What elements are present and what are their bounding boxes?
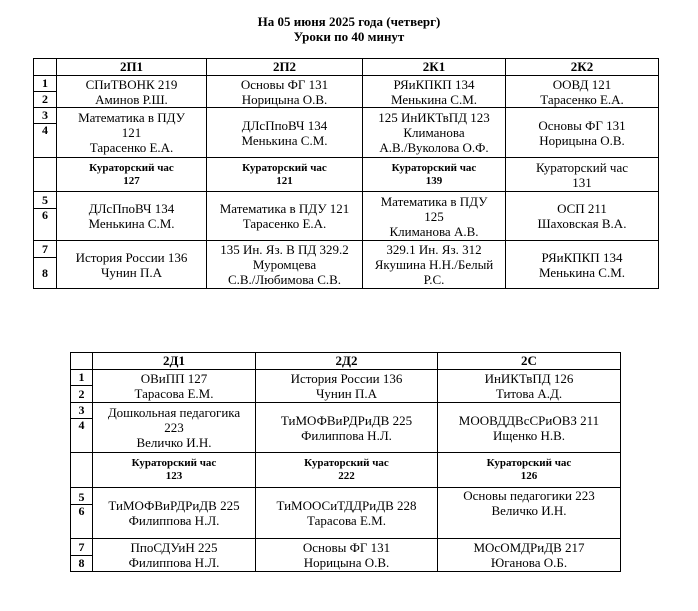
period-number: 8 (71, 556, 93, 572)
lesson-cell: СПиТВОНК 219 Аминов Р.Ш. (57, 76, 207, 108)
table-header-row (71, 353, 621, 370)
curator-cell: Кураторский час 127 (57, 158, 207, 192)
lesson-cell: 135 Ин. Яз. В ПД 329.2 Муромцева С.В./Любимова С.В. (207, 241, 363, 289)
lesson-cell: Основы ФГ 131 Норицына О.В. (506, 108, 659, 158)
table-header-row (34, 59, 659, 76)
table-row (71, 370, 621, 386)
period-number: 3 (34, 108, 57, 124)
lesson-cell: 329.1 Ин. Яз. 312 Якушина Н.Н./Белый Р.С. (363, 241, 506, 289)
period-number: 2 (34, 92, 57, 108)
lesson-cell: ДЛсПпоВЧ 134 Менькина С.М. (207, 108, 363, 158)
empty-period-cell (34, 158, 57, 192)
period-number: 1 (71, 370, 93, 386)
table-row (71, 488, 621, 505)
period-number: 5 (71, 488, 93, 505)
table-row (71, 539, 621, 556)
curator-row (34, 158, 659, 192)
corner-cell (34, 59, 57, 76)
lesson-cell: ТиМООСиТДДРиДВ 228 Тарасова Е.М. (256, 488, 438, 539)
lesson-cell: Математика в ПДУ 125 Климанова А.В. (363, 192, 506, 241)
period-number: 4 (71, 419, 93, 453)
curator-cell: Кураторский час 123 (93, 453, 256, 488)
lesson-duration-heading: Уроки по 40 минут (293, 29, 405, 44)
curator-cell: Кураторский час 121 (207, 158, 363, 192)
lesson-cell: ООВД 121 Тарасенко Е.А. (506, 76, 659, 108)
table-row (34, 192, 659, 209)
lesson-cell: Математика в ПДУ 121 Тарасенко Е.А. (207, 192, 363, 241)
lesson-cell: РЯиКПКП 134 Менькина С.М. (506, 241, 659, 289)
period-number: 3 (71, 403, 93, 419)
group-header: 2С (438, 353, 621, 370)
schedule-table-1 (33, 58, 659, 289)
period-number: 5 (34, 192, 57, 209)
curator-cell: Кураторский час 222 (256, 453, 438, 488)
lesson-cell: 125 ИнИКТвПД 123 Климанова А.В./Вуколова О.Ф. (363, 108, 506, 158)
lesson-cell: ДЛсПпоВЧ 134 Менькина С.М. (57, 192, 207, 241)
period-number: 6 (71, 505, 93, 539)
lesson-cell: Основы ФГ 131 Норицына О.В. (256, 539, 438, 572)
table-row (34, 76, 659, 92)
group-header: 2К1 (363, 59, 506, 76)
corner-cell (71, 353, 93, 370)
lesson-cell: ПпоСДУиН 225 Филиппова Н.Л. (93, 539, 256, 572)
lesson-cell: ИнИКТвПД 126 Титова А.Д. (438, 370, 621, 403)
lesson-cell: История России 136 Чунин П.А (256, 370, 438, 403)
period-number: 1 (34, 76, 57, 92)
lesson-cell: Основы ФГ 131 Норицына О.В. (207, 76, 363, 108)
period-number: 7 (34, 241, 57, 258)
table-row (34, 108, 659, 124)
group-header: 2П2 (207, 59, 363, 76)
period-number: 4 (34, 124, 57, 158)
group-header: 2П1 (57, 59, 207, 76)
curator-cell: Кураторский час 126 (438, 453, 621, 488)
period-number: 7 (71, 539, 93, 556)
lesson-cell: Основы педагогики 223 Величко И.Н. (438, 488, 621, 539)
group-header: 2Д1 (93, 353, 256, 370)
lesson-cell: История России 136 Чунин П.А (57, 241, 207, 289)
lesson-cell: Дошкольная педагогика 223 Величко И.Н. (93, 403, 256, 453)
table-row (34, 241, 659, 258)
period-number: 8 (34, 258, 57, 289)
curator-row (71, 453, 621, 488)
period-number: 2 (71, 386, 93, 403)
lesson-cell: ТиМОФВиРДРиДВ 225 Филиппова Н.Л. (256, 403, 438, 453)
group-header: 2К2 (506, 59, 659, 76)
table-row (71, 403, 621, 419)
period-number: 6 (34, 209, 57, 241)
lesson-cell: МОсОМДРиДВ 217 Юганова О.Б. (438, 539, 621, 572)
empty-period-cell (71, 453, 93, 488)
lesson-cell: ОСП 211 Шаховская В.А. (506, 192, 659, 241)
curator-cell: Кураторский час 131 (506, 158, 659, 192)
lesson-cell: ТиМОФВиРДРиДВ 225 Филиппова Н.Л. (93, 488, 256, 539)
group-header: 2Д2 (256, 353, 438, 370)
lesson-cell: МООВДДВсСРиОВЗ 211 Ищенко Н.В. (438, 403, 621, 453)
schedule-table-2 (70, 352, 621, 572)
curator-cell: Кураторский час 139 (363, 158, 506, 192)
date-heading: На 05 июня 2025 года (четверг) (257, 14, 441, 29)
lesson-cell: ОВиПП 127 Тарасова Е.М. (93, 370, 256, 403)
lesson-cell: РЯиКПКП 134 Менькина С.М. (363, 76, 506, 108)
lesson-cell: Математика в ПДУ 121 Тарасенко Е.А. (57, 108, 207, 158)
